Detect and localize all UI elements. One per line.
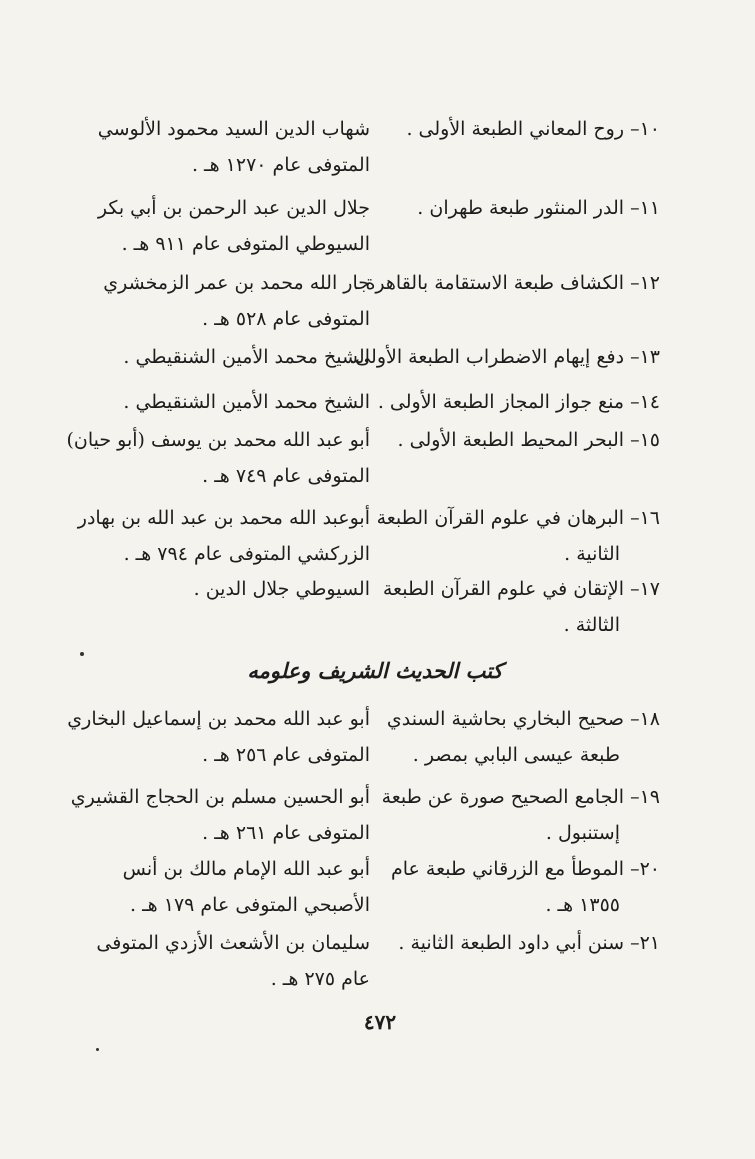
entry-line [80,894,660,930]
entry-line [80,932,660,968]
author-name: جار الله محمد بن عمر الزمخشري [103,272,370,294]
author-death-date: عام ٢٧٥ هـ . [270,968,370,990]
book-title: ٢٠– الموطأ مع الزرقاني طبعة عام [390,858,660,880]
book-title: ١٢– الكشاف طبعة الاستقامة بالقاهرة . [353,272,660,294]
book-edition: الثانية . [564,543,620,565]
section-heading: كتب الحديث الشريف وعلومه [247,658,503,683]
book-title: ١٩– الجامع الصحيح صورة عن طبعة [381,786,660,808]
entry-line [80,543,660,579]
entry-line [80,197,660,233]
entry-line [80,233,660,269]
entry-line [80,154,660,190]
book-title: ١٦– البرهان في علوم القرآن الطبعة [376,507,660,529]
author-name: أبو عبد الله الإمام مالك بن أنس [122,858,370,880]
author-death-date: المتوفى عام ٧٤٩ هـ . [202,465,370,487]
book-edition: ١٣٥٥ هـ . [545,894,620,916]
book-title: ٢١– سنن أبي داود الطبعة الثانية . [398,932,660,954]
author-name: أبوعبد الله محمد بن عبد الله بن بهادر [77,507,370,529]
author-death-date: الزركشي المتوفى عام ٧٩٤ هـ . [123,543,370,565]
author-name: أبو الحسين مسلم بن الحجاج القشيري [70,786,370,808]
author-name: الشيخ محمد الأمين الشنقيطي . [123,391,370,413]
page-number: ٤٧٢ [363,1010,397,1034]
book-edition: طبعة عيسى البابي بمصر . [412,744,620,766]
entry-line [80,346,660,382]
author-name: الشيخ محمد الأمين الشنقيطي . [123,346,370,368]
entry-line [80,308,660,344]
entry-line [80,968,660,1004]
author-name: أبو عبد الله محمد بن إسماعيل البخاري [67,708,370,730]
book-title: ١٠– روح المعاني الطبعة الأولى . [406,118,660,140]
print-speck [96,1048,99,1051]
entry-line [80,465,660,501]
entry-line [80,822,660,858]
entry-line [80,614,660,650]
author-death-date: المتوفى عام ٢٦١ هـ . [202,822,370,844]
book-title: ١٣– دفع إيهام الاضطراب الطبعة الأولى. [349,346,660,368]
author-name: شهاب الدين السيد محمود الألوسي [97,118,370,140]
author-death-date: المتوفى عام ٢٥٦ هـ . [202,744,370,766]
author-name: أبو عبد الله محمد بن يوسف (أبو حيان) [66,429,370,451]
author-death-date: الأصبحي المتوفى عام ١٧٩ هـ . [130,894,370,916]
author-name: سليمان بن الأشعث الأزدي المتوفى [96,932,370,954]
book-title: ١٥– البحر المحيط الطبعة الأولى . [397,429,660,451]
entry-line [70,786,660,822]
book-title: ١٤– منع جواز المجاز الطبعة الأولى . [377,391,660,413]
entry-line [80,744,660,780]
entry-line [66,429,660,465]
author-death-date: المتوفى عام ١٢٧٠ هـ . [191,154,370,176]
book-edition: الثالثة . [563,614,620,636]
author-death-date: السيوطي المتوفى عام ٩١١ هـ . [121,233,370,255]
entry-line [80,578,660,614]
author-name: السيوطي جلال الدين . [193,578,370,600]
book-edition: إستنبول . [545,822,620,844]
book-title: ١٧– الإتقان في علوم القرآن الطبعة [382,578,660,600]
book-title: ١١– الدر المنثور طبعة طهران . [417,197,660,219]
entry-line [80,391,660,427]
author-name: جلال الدين عبد الرحمن بن أبي بكر [97,197,370,219]
entry-line [77,507,660,543]
book-title: ١٨– صحيح البخاري بحاشية السندي [386,708,660,730]
author-death-date: المتوفى عام ٥٢٨ هـ . [202,308,370,330]
entry-line [67,708,660,744]
entry-line [80,118,660,154]
print-speck [80,652,84,656]
entry-line [80,272,660,308]
entry-line [80,858,660,894]
